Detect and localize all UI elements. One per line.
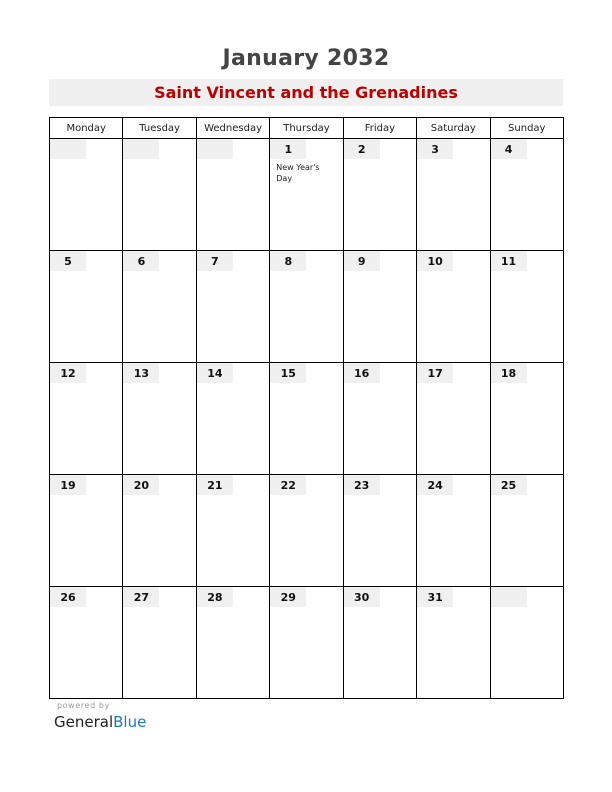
day-cell [490,139,563,251]
day-number [50,139,86,159]
day-number: 28 [197,587,233,607]
day-number: 13 [123,363,159,383]
day-cell [417,251,490,363]
week-row-1 [50,139,564,251]
day-number [491,587,527,607]
week-row-2 [50,251,564,363]
day-cell [123,587,196,699]
day-cell [123,363,196,475]
day-cell [196,139,269,251]
week-row-4 [50,475,564,587]
day-number: 30 [344,587,380,607]
weekday-wednesday: Wednesday [196,118,269,139]
day-number: 19 [50,475,86,495]
country-title: Saint Vincent and the Grenadines [49,79,563,106]
day-cell [123,251,196,363]
day-number: 12 [50,363,86,383]
day-cell [196,587,269,699]
calendar-grid [49,117,564,699]
day-number: 27 [123,587,159,607]
day-number: 3 [417,139,453,159]
day-cell [417,139,490,251]
day-number: 10 [417,251,453,271]
day-number: 11 [491,251,527,271]
day-number: 4 [491,139,527,159]
weekday-header-row [50,118,564,139]
day-cell [490,475,563,587]
holiday-event: New Year's Day [276,163,320,183]
day-cell [490,251,563,363]
month-title: January 2032 [222,46,390,71]
weekday-monday: Monday [50,118,123,139]
day-number: 20 [123,475,159,495]
day-number: 1 [270,139,306,159]
day-cell [270,587,343,699]
day-cell [50,587,123,699]
day-cell [196,475,269,587]
day-cell [490,363,563,475]
week-row-5 [50,587,564,699]
day-cell [343,363,416,475]
day-number: 23 [344,475,380,495]
weekday-friday: Friday [343,118,416,139]
day-number: 18 [491,363,527,383]
day-cell [196,251,269,363]
brand-blue-text: Blue [113,713,147,731]
day-number: 6 [123,251,159,271]
day-number: 17 [417,363,453,383]
weekday-tuesday: Tuesday [123,118,196,139]
day-cell [270,475,343,587]
day-cell [417,475,490,587]
day-cell [270,139,343,251]
day-cell [343,587,416,699]
day-number [123,139,159,159]
day-number: 15 [270,363,306,383]
day-cell [50,139,123,251]
weekday-thursday: Thursday [270,118,343,139]
day-number [197,139,233,159]
day-cell [343,251,416,363]
generalblue-logo[interactable] [54,713,146,731]
weekday-sunday: Sunday [490,118,563,139]
day-number: 5 [50,251,86,271]
day-cell [343,475,416,587]
day-cell [123,475,196,587]
day-number: 24 [417,475,453,495]
day-cell [270,363,343,475]
day-number: 2 [344,139,380,159]
day-number: 7 [197,251,233,271]
day-cell [270,251,343,363]
weekday-saturday: Saturday [417,118,490,139]
day-number: 26 [50,587,86,607]
day-cell [343,139,416,251]
powered-by-label: powered by [57,701,110,710]
week-row-3 [50,363,564,475]
day-cell [50,251,123,363]
day-cell [50,363,123,475]
brand-general-text: General [54,713,114,731]
day-number: 9 [344,251,380,271]
day-cell [196,363,269,475]
day-number: 21 [197,475,233,495]
day-cell [417,587,490,699]
day-cell [50,475,123,587]
day-number: 16 [344,363,380,383]
day-cell [417,363,490,475]
day-cell [123,139,196,251]
day-number: 31 [417,587,453,607]
day-number: 8 [270,251,306,271]
day-number: 14 [197,363,233,383]
day-cell [490,587,563,699]
day-number: 29 [270,587,306,607]
day-number: 25 [491,475,527,495]
day-number: 22 [270,475,306,495]
